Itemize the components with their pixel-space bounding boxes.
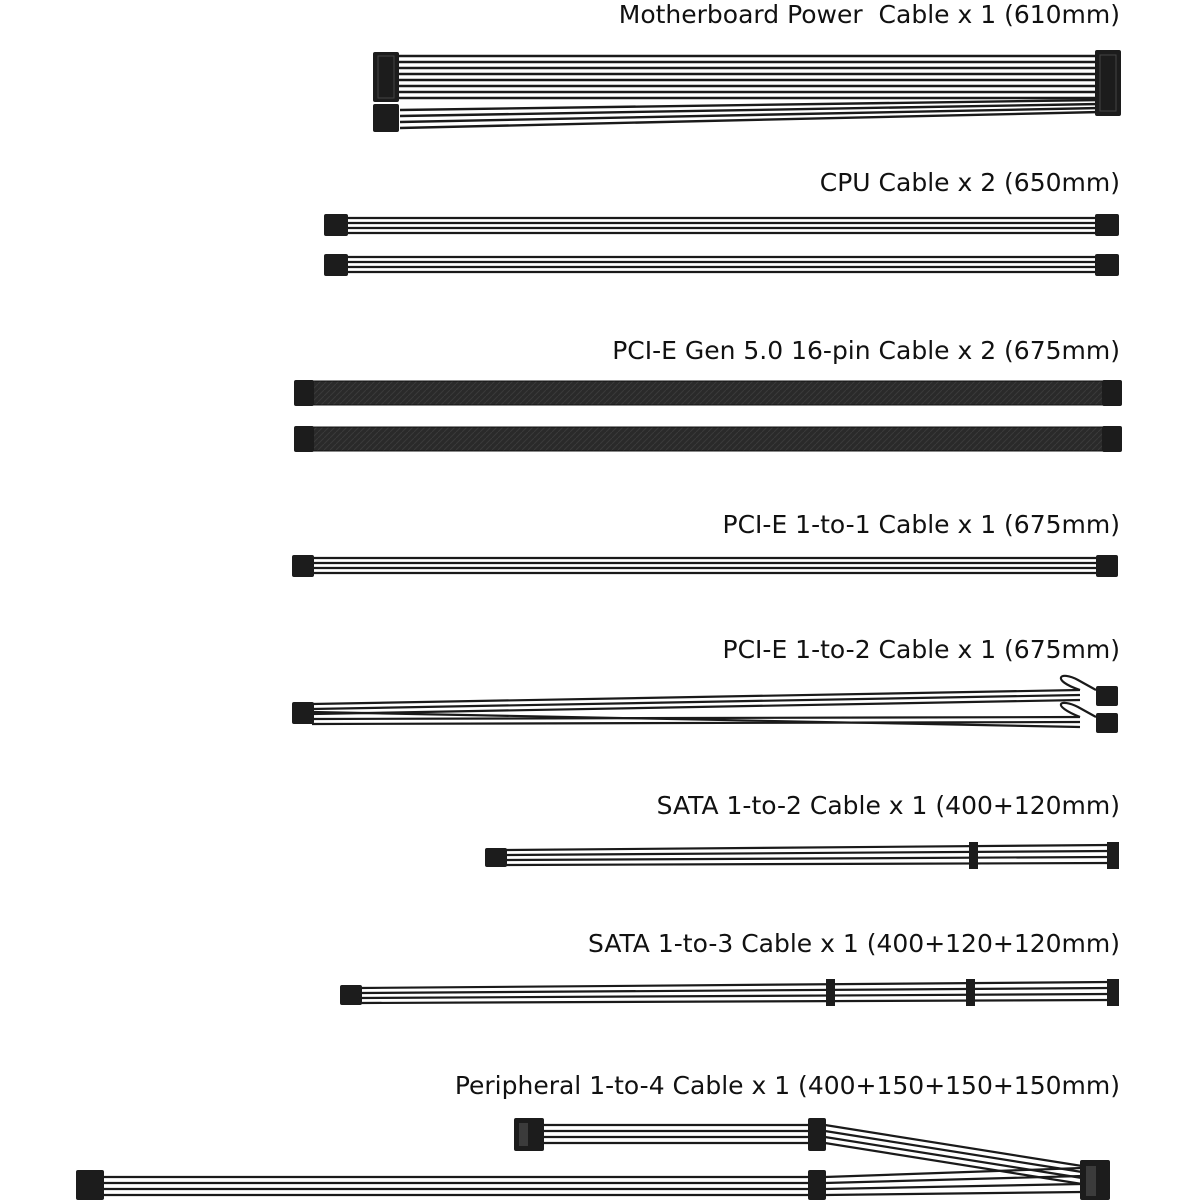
peripheral-1to4-cable-label: Peripheral 1-to-4 Cable x 1 (400+150+150+150mm) — [454, 1071, 1120, 1100]
sata-1to3-cable-label: SATA 1-to-3 Cable x 1 (400+120+120mm) — [587, 929, 1120, 958]
pcie-1to1-cable-label: PCI-E 1-to-1 Cable x 1 (675mm) — [722, 510, 1120, 539]
pcie-16pin-cable-2 — [294, 426, 1122, 452]
pcie-16pin-cable-label: PCI-E Gen 5.0 16-pin Cable x 2 (675mm) — [612, 336, 1120, 365]
motherboard-cable — [373, 50, 1121, 132]
motherboard-cable-label: Motherboard Power Cable x 1 (610mm) — [618, 0, 1120, 29]
sata-1to2-cable — [485, 842, 1119, 869]
motherboard-connector-left-b — [373, 104, 399, 132]
pcie-1to2-cable — [292, 676, 1118, 733]
pcie-1to1-cable — [292, 555, 1118, 577]
cpu-cable-1 — [324, 214, 1119, 236]
sata-1to3-cable — [340, 979, 1119, 1006]
sata-1to2-cable-label: SATA 1-to-2 Cable x 1 (400+120mm) — [656, 791, 1120, 820]
peripheral-1to4-cable — [76, 1118, 1110, 1200]
cpu-cable-2 — [324, 254, 1119, 276]
motherboard-connector-left-a — [373, 52, 399, 102]
cpu-cable-label: CPU Cable x 2 (650mm) — [819, 168, 1120, 197]
pcie-1to2-cable-label: PCI-E 1-to-2 Cable x 1 (675mm) — [722, 635, 1120, 664]
pcie-16pin-cable-1 — [294, 380, 1122, 406]
motherboard-connector-right — [1095, 50, 1121, 116]
